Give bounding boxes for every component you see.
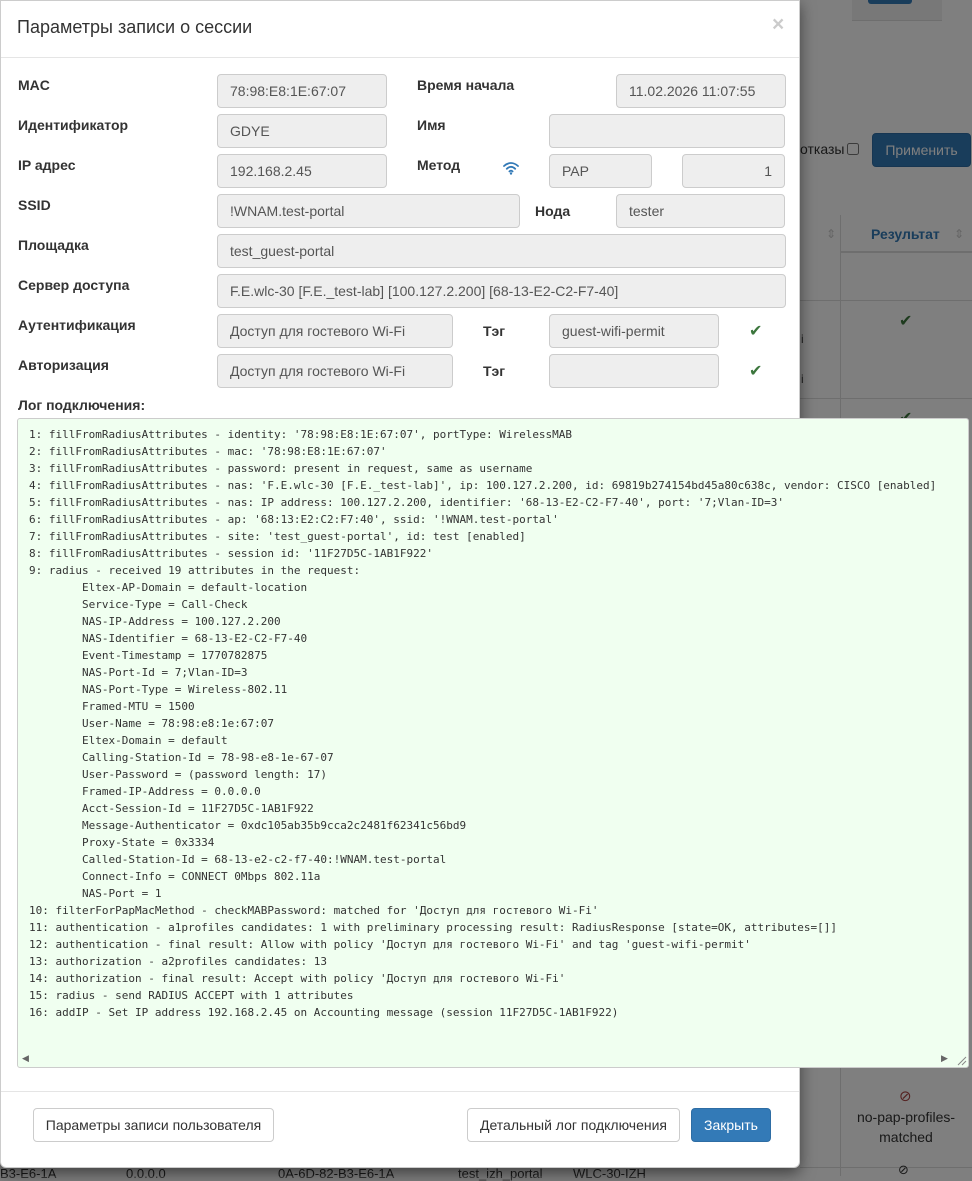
authorization-tag-label: Тэг	[483, 363, 506, 379]
resize-grip-icon[interactable]	[955, 1054, 967, 1066]
identifier-field[interactable]: GDYE	[217, 114, 387, 148]
ssid-field[interactable]: !WNAM.test-portal	[217, 194, 520, 228]
ip-field[interactable]: 192.168.2.45	[217, 154, 387, 188]
name-field[interactable]	[549, 114, 785, 148]
ip-label: IP адрес	[18, 157, 76, 173]
detailed-log-button[interactable]: Детальный лог подключения	[467, 1108, 680, 1142]
authorization-field[interactable]: Доступ для гостевого Wi-Fi	[217, 354, 453, 388]
name-label: Имя	[417, 117, 446, 133]
scroll-left-icon[interactable]: ◀	[22, 1053, 29, 1063]
log-line: Calling-Station-Id = 78-98-e8-1e-67-07	[29, 751, 334, 764]
log-line: Message-Authenticator = 0xdc105ab35b9cca2c2481f62341c56bd9	[29, 819, 467, 832]
modal-title: Параметры записи о сессии	[17, 17, 253, 37]
close-icon[interactable]: ×	[772, 13, 785, 36]
method-count-field[interactable]: 1	[682, 154, 785, 188]
log-line: Connect-Info = CONNECT 0Mbps 802.11a	[29, 870, 321, 883]
log-line: Service-Type = Call-Check	[29, 598, 248, 611]
log-line: 9: radius - received 19 attributes in the request:	[29, 564, 361, 577]
log-label: Лог подключения:	[18, 397, 146, 413]
modal-footer	[1, 1091, 799, 1170]
authentication-label: Аутентификация	[18, 317, 136, 333]
site-field[interactable]: test_guest-portal	[217, 234, 786, 268]
authorization-label: Авторизация	[18, 357, 109, 373]
log-line: 13: authorization - a2profiles candidates: 13	[29, 955, 328, 968]
log-line: User-Password = (password length: 17)	[29, 768, 328, 781]
authorization-tag-field[interactable]	[549, 354, 719, 388]
start-time-label: Время начала	[417, 77, 515, 93]
mac-label: MAC	[18, 77, 50, 93]
log-line: User-Name = 78:98:e8:1e:67:07	[29, 717, 275, 730]
log-line: 2: fillFromRadiusAttributes - mac: '78:98:E8:1E:67:07'	[29, 445, 387, 458]
log-line: 12: authentication - final result: Allow with policy 'Доступ для гостевого Wi-Fi' and tag 'guest-wifi-permit'	[29, 938, 751, 951]
connection-log-text	[29, 426, 936, 1021]
user-record-button[interactable]: Параметры записи пользователя	[33, 1108, 274, 1142]
log-line: 11: authentication - a1profiles candidates: 1 with preliminary processing result: RadiusResponse [state=OK, attributes=[]]	[29, 921, 837, 934]
log-line: Event-Timestamp = 1770782875	[29, 649, 268, 662]
log-line: NAS-Port = 1	[29, 887, 162, 900]
log-line: 6: fillFromRadiusAttributes - ap: '68:13:E2:C2:F7:40', ssid: '!WNAM.test-portal'	[29, 513, 559, 526]
log-line: 10: filterForPapMacMethod - checkMABPassword: matched for 'Доступ для гостевого Wi-Fi'	[29, 904, 599, 917]
check-icon: ✔	[749, 323, 763, 340]
node-field[interactable]: tester	[616, 194, 785, 228]
method-label: Метод	[417, 157, 461, 173]
check-icon: ✔	[749, 363, 763, 380]
log-line: 8: fillFromRadiusAttributes - session id: '11F27D5C-1AB1F922'	[29, 547, 433, 560]
log-line: NAS-Port-Id = 7;Vlan-ID=3	[29, 666, 248, 679]
authentication-tag-field[interactable]: guest-wifi-permit	[549, 314, 719, 348]
wifi-icon	[503, 161, 519, 175]
log-line: 16: addIP - Set IP address 192.168.2.45 on Accounting message (session 11F27D5C-1AB1F922)	[29, 1006, 619, 1019]
log-line: Called-Station-Id = 68-13-e2-c2-f7-40:!WNAM.test-portal	[29, 853, 447, 866]
log-line: 15: radius - send RADIUS ACCEPT with 1 attributes	[29, 989, 354, 1002]
node-label: Нода	[535, 203, 571, 219]
identifier-label: Идентификатор	[18, 117, 129, 133]
authentication-tag-label: Тэг	[483, 323, 506, 339]
mac-field[interactable]: 78:98:E8:1E:67:07	[217, 74, 387, 108]
scroll-right-icon[interactable]: ▶	[941, 1053, 948, 1063]
log-line: 1: fillFromRadiusAttributes - identity: '78:98:E8:1E:67:07', portType: WirelessMAB	[29, 428, 573, 441]
log-line: Eltex-AP-Domain = default-location	[29, 581, 308, 594]
log-line: Acct-Session-Id = 11F27D5C-1AB1F922	[29, 802, 314, 815]
access-server-label: Сервер доступа	[18, 277, 130, 293]
log-line: 7: fillFromRadiusAttributes - site: 'test_guest-portal', id: test [enabled]	[29, 530, 526, 543]
log-line: Eltex-Domain = default	[29, 734, 228, 747]
authentication-field[interactable]: Доступ для гостевого Wi-Fi	[217, 314, 453, 348]
log-line: 4: fillFromRadiusAttributes - nas: 'F.E.wlc-30 [F.E._test-lab]', ip: 100.127.2.200, id: 69819b274154bd45a80c638c, vendor: CISCO [enabled]	[29, 479, 937, 492]
access-server-field[interactable]: F.E.wlc-30 [F.E._test-lab] [100.127.2.200] [68-13-E2-C2-F7-40]	[217, 274, 786, 308]
log-line: NAS-IP-Address = 100.127.2.200	[29, 615, 281, 628]
log-line: Framed-MTU = 1500	[29, 700, 195, 713]
log-line: Proxy-State = 0x3334	[29, 836, 215, 849]
close-button[interactable]: Закрыть	[691, 1108, 771, 1142]
start-time-field[interactable]: 11.02.2026 11:07:55	[616, 74, 786, 108]
log-line: NAS-Port-Type = Wireless-802.11	[29, 683, 288, 696]
log-line: 3: fillFromRadiusAttributes - password: present in request, same as username	[29, 462, 533, 475]
method-field[interactable]: PAP	[549, 154, 652, 188]
ssid-label: SSID	[18, 197, 51, 213]
log-line: 14: authorization - final result: Accept with policy 'Доступ для гостевого Wi-Fi'	[29, 972, 566, 985]
site-label: Площадка	[18, 237, 89, 253]
log-line: NAS-Identifier = 68-13-E2-C2-F7-40	[29, 632, 308, 645]
log-line: Framed-IP-Address = 0.0.0.0	[29, 785, 261, 798]
connection-log-textarea[interactable]	[17, 418, 969, 1068]
modal-header	[1, 1, 799, 58]
log-line: 5: fillFromRadiusAttributes - nas: IP address: 100.127.2.200, identifier: '68-13-E2-C2-F7-40', port: '7;Vlan-ID=3'	[29, 496, 784, 509]
